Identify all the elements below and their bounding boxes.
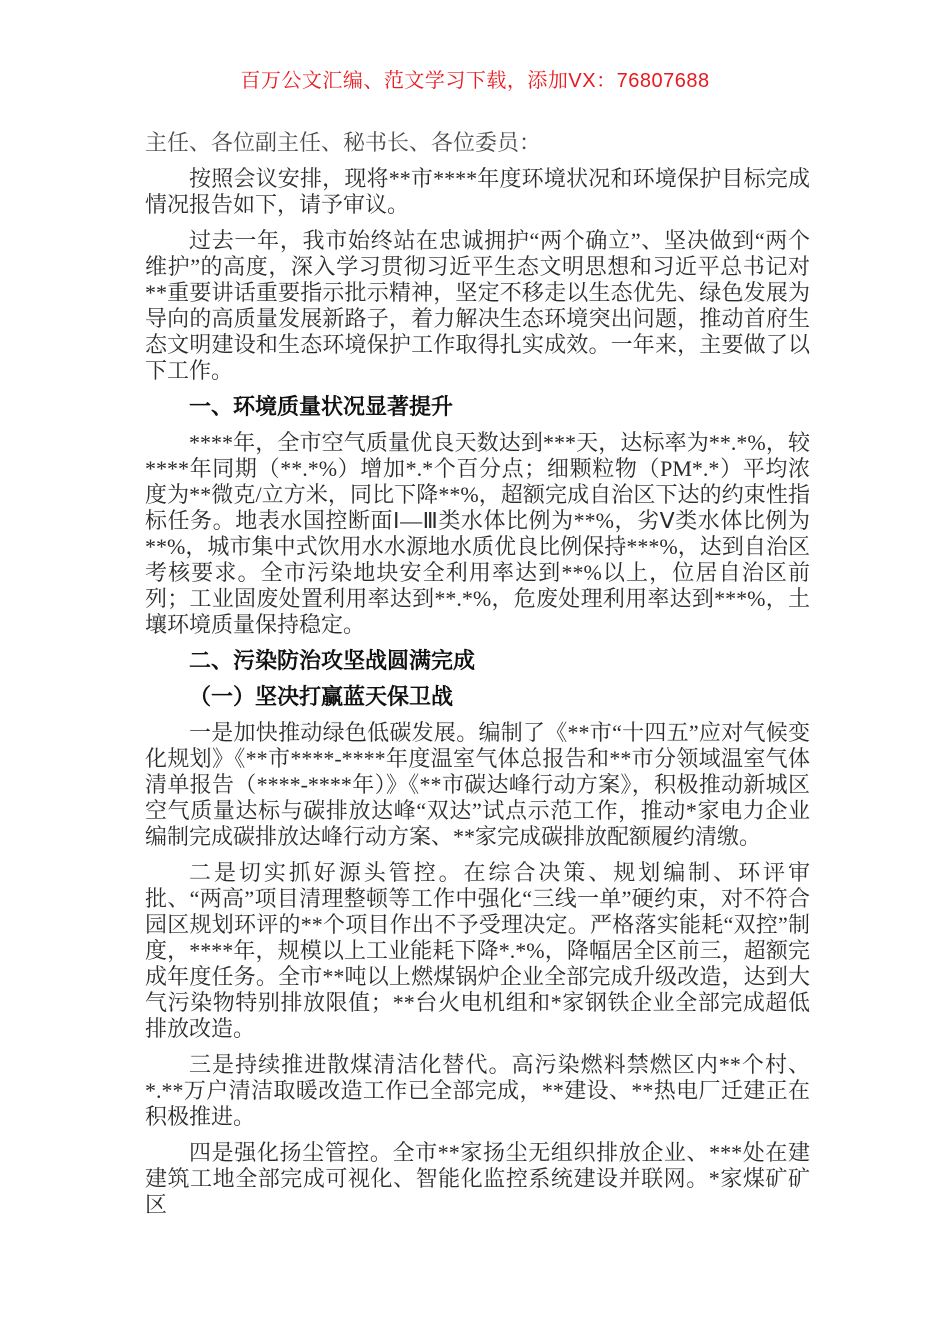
paragraph: 过去一年，我市始终站在忠诚拥护“两个确立”、坚决做到“两个维护”的高度，深入学习贯彻习近平生态文明思想和习近平总书记对**重要讲话重要指示批示精神，坚定不移走以生态优先、绿色发展为导向的高质量发展新路子，着力解决生态环境突出问题，推动首府生态文明建设和生态环境保护工作取得扎实成效。一年来，主要做了以下工作。 <box>145 228 810 383</box>
document-blocks <box>145 166 810 1218</box>
paragraph: 三是持续推进散煤清洁化替代。高污染燃料禁燃区内**个村、*.**万户清洁取暖改造工作已全部完成，**建设、**热电厂迁建正在积极推进。 <box>145 1052 810 1129</box>
promo-text: 百万公文汇编、范文学习下载，添加VX：76807688 <box>240 70 710 92</box>
section-heading-major: 二、污染防治攻坚战圆满完成 <box>189 648 476 673</box>
paragraph: 二是切实抓好源头管控。在综合决策、规划编制、环评审批、“两高”项目清理整顿等工作中强化“三线一单”硬约束，对不符合园区规划环评的**个项目作出不予受理决定。严格落实能耗“双控”制度，****年，规模以上工业能耗下降*.*%，降幅居全区前三，超额完成年度任务。全市**吨以上燃煤锅炉企业全部完成升级改造，达到大气污染物特别排放限值；**台火电机组和*家钢铁企业全部完成超低排放改造。 <box>145 860 810 1041</box>
promo-banner <box>0 0 950 96</box>
section-heading-major: 一、环境质量状况显著提升 <box>189 394 454 419</box>
document-body <box>145 130 810 1218</box>
paragraph: ****年，全市空气质量优良天数达到***天，达标率为**.*%，较****年同期（**.*%）增加*.*个百分点；细颗粒物（PM*.*）平均浓度为**微克/立方米，同比下降**%，超额完成自治区下达的约束性指标任务。地表水国控断面Ⅰ—Ⅲ类水体比例为**%，劣Ⅴ类水体比例为**%，城市集中式饮用水水源地水质优良比例保持***%，达到自治区考核要求。全市污染地块安全利用率达到**%以上，位居自治区前列；工业固废处置利用率达到**.*%，危废处理利用率达到***%，土壤环境质量保持稳定。 <box>145 430 810 637</box>
paragraph: 四是强化扬尘管控。全市**家扬尘无组织排放企业、***处在建建筑工地全部完成可视化、智能化监控系统建设并联网。*家煤矿矿区 <box>145 1140 810 1217</box>
paragraph: 一是加快推动绿色低碳发展。编制了《**市“十四五”应对气候变化规划》《**市****-****年度温室气体总报告和**市分领域温室气体清单报告（****-****年）》《**市碳达峰行动方案》，积极推动新城区空气质量达标与碳排放达峰“双达”试点示范工作，推动*家电力企业编制完成碳排放达峰行动方案、**家完成碳排放配额履约清缴。 <box>145 720 810 849</box>
paragraph: 按照会议安排，现将**市****年度环境状况和环境保护目标完成情况报告如下，请予审议。 <box>145 166 810 217</box>
section-heading-sub: （一）坚决打赢蓝天保卫战 <box>189 684 454 709</box>
salutation-line: 主任、各位副主任、秘书长、各位委员： <box>145 130 542 155</box>
